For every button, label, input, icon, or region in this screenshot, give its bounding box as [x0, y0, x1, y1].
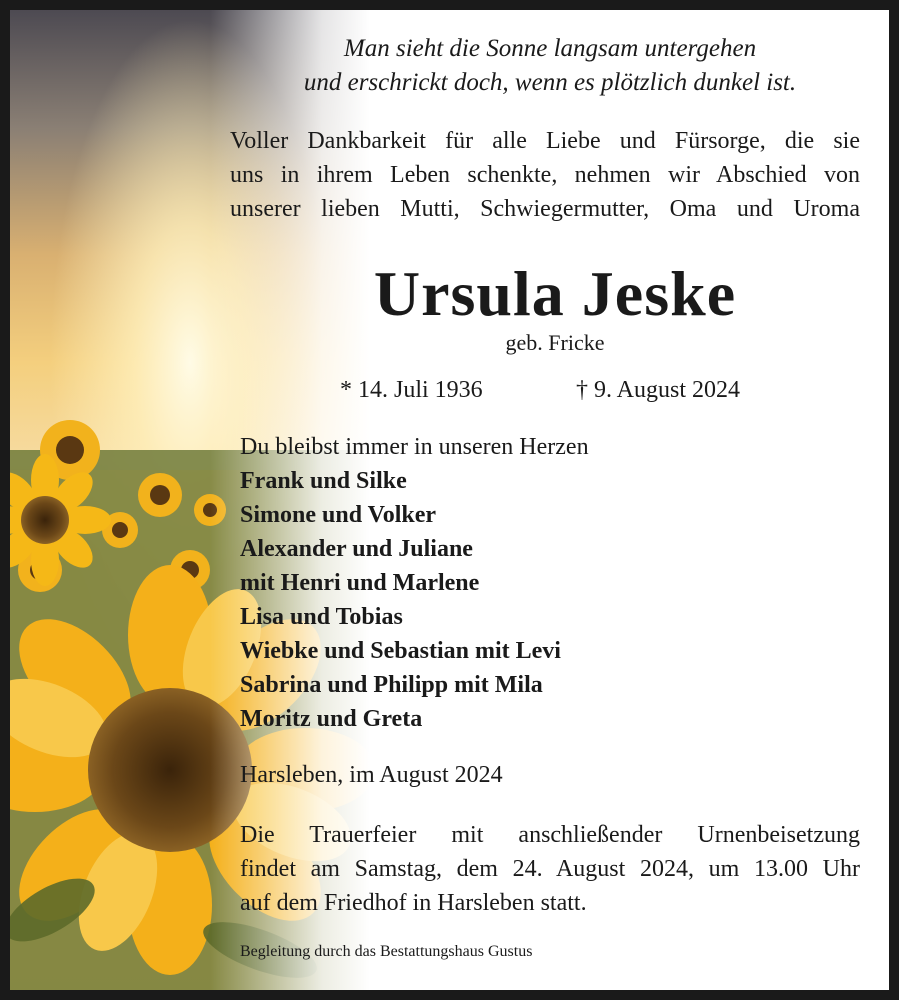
intro-line: Voller Dankbarkeit für alle Liebe und Fürsorge, die sie: [230, 128, 860, 154]
place-date: Harsleben, im August 2024: [240, 762, 503, 788]
mourner-entry: Moritz und Greta: [240, 706, 423, 732]
maiden-name: geb. Fricke: [505, 330, 605, 355]
intro-line: uns in ihrem Leben schenkte, nehmen wir Abschied von: [230, 162, 860, 188]
mourners-list: [240, 464, 561, 736]
undertaker-note: Begleitung durch das Bestattungshaus Gustus: [240, 943, 533, 960]
intro-line: unserer lieben Mutti, Schwiegermutter, Oma und Uroma: [230, 196, 860, 222]
mourner-entry: Sabrina und Philipp mit Mila: [240, 672, 543, 698]
deceased-name: Ursula Jeske: [373, 258, 737, 329]
mourner-entry: Wiebke und Sebastian mit Levi: [240, 638, 561, 664]
funeral-line: Die Trauerfeier mit anschließender Urnenbeisetzung: [240, 822, 860, 848]
funeral-line: findet am Samstag, dem 24. August 2024, um 13.00 Uhr: [240, 856, 860, 882]
motto: [230, 32, 870, 100]
memory-line: Du bleibst immer in unseren Herzen: [240, 434, 589, 460]
notice-text: [230, 10, 870, 990]
mourner-entry: Simone und Volker: [240, 502, 437, 528]
death-date: † 9. August 2024: [576, 377, 741, 403]
mourner-entry: Lisa und Tobias: [240, 604, 403, 630]
motto-line: und erschrickt doch, wenn es plötzlich dunkel ist.: [303, 69, 797, 96]
mourner-entry: Frank und Silke: [240, 468, 407, 494]
mourner-entry: Alexander und Juliane: [240, 536, 473, 562]
funeral-info: [240, 818, 860, 920]
motto-line: Man sieht die Sonne langsam untergehen: [343, 35, 757, 62]
birth-date: * 14. Juli 1936: [340, 377, 483, 403]
funeral-line: auf dem Friedhof in Harsleben statt.: [240, 890, 587, 916]
intro-paragraph: [230, 124, 860, 226]
life-dates: [230, 372, 880, 408]
mourner-entry: mit Henri und Marlene: [240, 570, 480, 596]
